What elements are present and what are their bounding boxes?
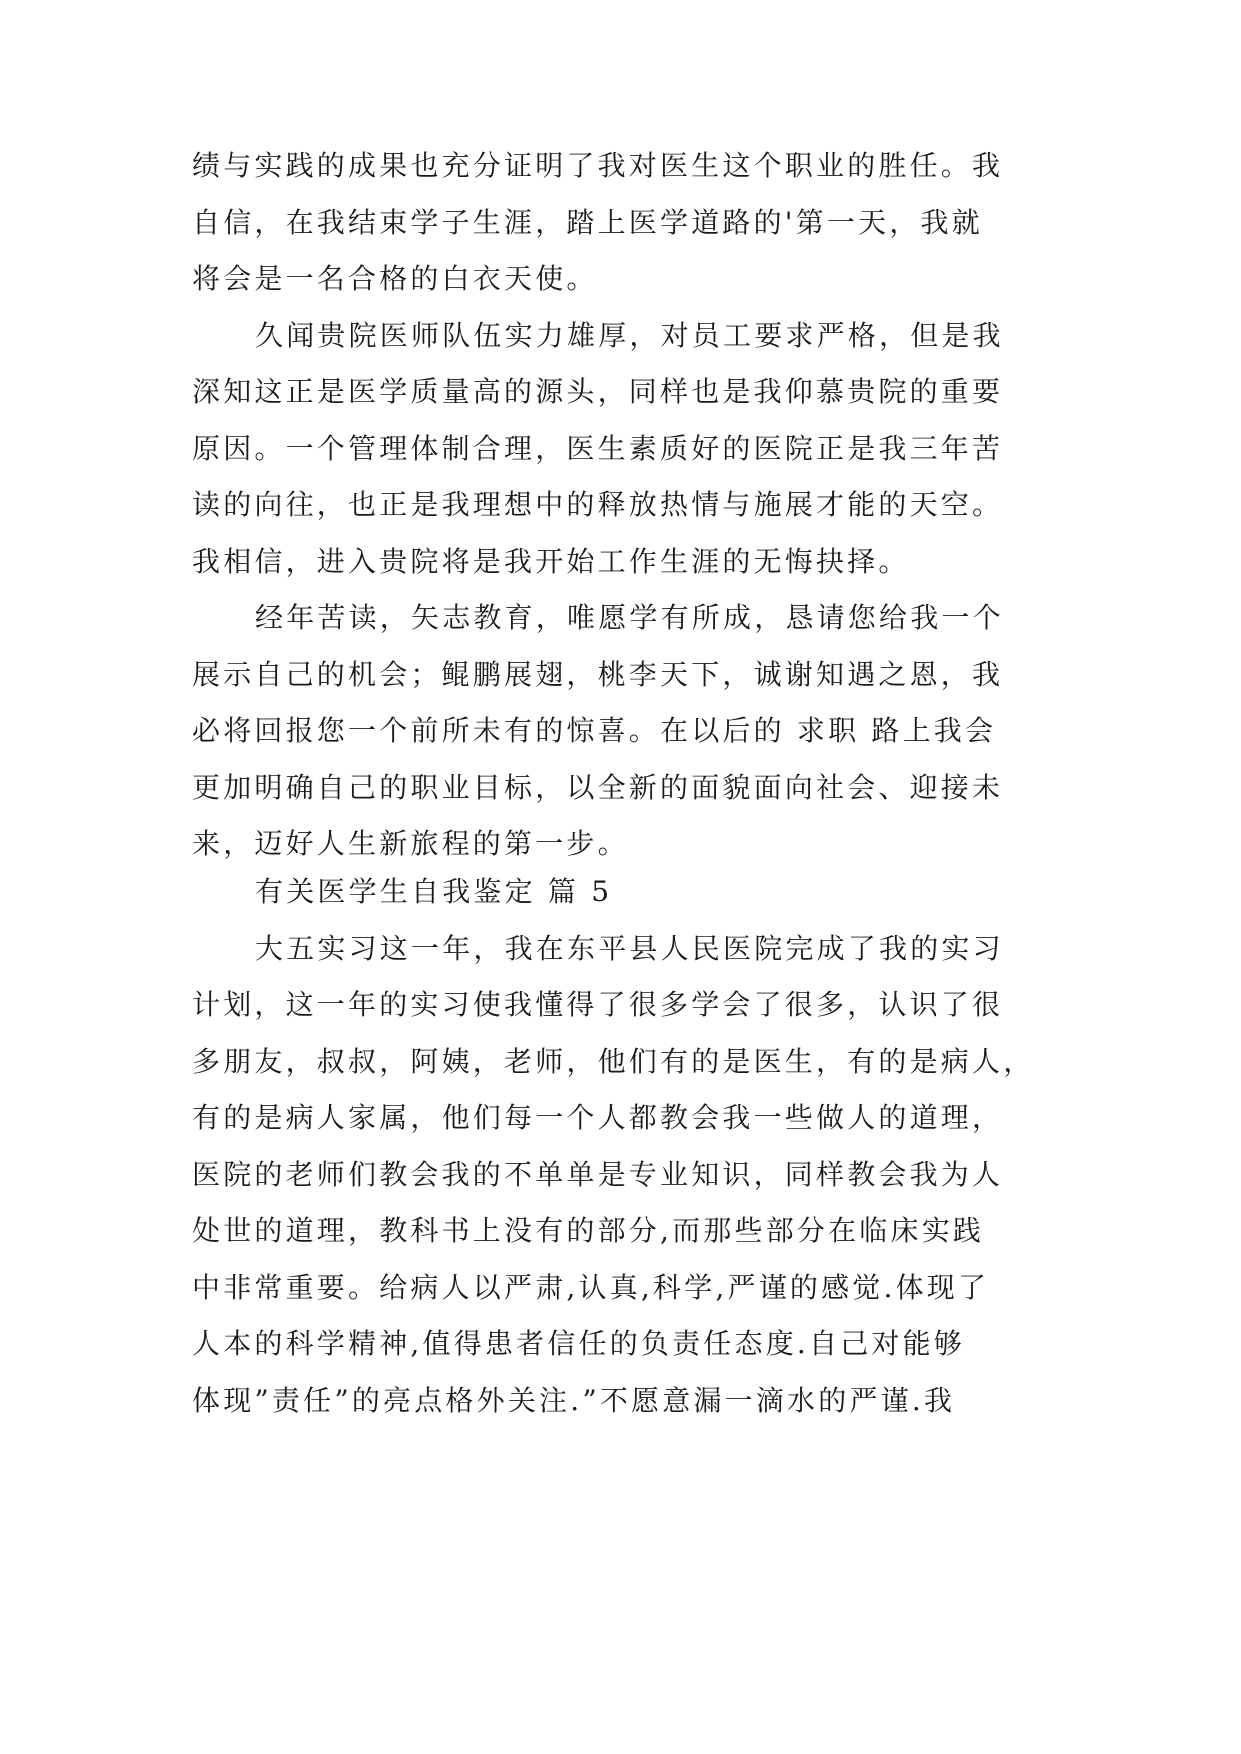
text-line: 医院的老师们教会我的不单单是专业知识，同样教会我为人 xyxy=(192,1157,1004,1191)
text-line: 深知这正是医学质量高的源头，同样也是我仰慕贵院的重要 xyxy=(192,375,1004,408)
text-line: 多朋友，叔叔，阿姨，老师，他们有的是医生，有的是病人， xyxy=(192,1044,1035,1078)
text-line: 体现”责任”的亮点格外关注.”不愿意漏一滴水的严谨.我 xyxy=(192,1383,956,1417)
text-line: 更加明确自己的职业目标，以全新的面貌面向社会、迎接未 xyxy=(192,770,1004,804)
text-line: 自信，在我结束学子生涯，踏上医学道路的'第一天，我就 xyxy=(192,205,983,239)
text-line: 计划，这一年的实习使我懂得了很多学会了很多，认识了很 xyxy=(192,988,1004,1021)
text-line: 绩与实践的成果也充分证明了我对医生这个职业的胜任。我 xyxy=(192,149,1004,182)
text-line: 将会是一名合格的白衣天使。 xyxy=(192,262,598,295)
paragraph-start-line: 大五实习这一年，我在东平县人民医院完成了我的实习 xyxy=(255,931,1004,965)
body-section-2 xyxy=(192,864,1052,1429)
paragraph-start-line: 经年苦读，矢志教育，唯愿学有所成，恳请您给我一个 xyxy=(255,601,1004,634)
text-line: 有的是病人家属，他们每一个人都教会我一些做人的道理， xyxy=(192,1101,1004,1134)
text-line: 读的向往，也正是我理想中的释放热情与施展才能的天空。 xyxy=(192,488,1004,521)
body-section-1 xyxy=(192,138,1052,873)
text-line: 展示自己的机会；鲲鹏展翅，桃李天下，诚谢知遇之恩，我 xyxy=(192,657,1004,691)
text-line: 我相信，进入贵院将是我开始工作生涯的无悔抉择。 xyxy=(192,544,910,578)
paragraph-start-line: 久闻贵院医师队伍实力雄厚，对员工要求严格，但是我 xyxy=(255,318,1004,352)
text-line: 来，迈好人生新旅程的第一步。 xyxy=(192,827,629,860)
text-line: 必将回报您一个前所未有的惊喜。在以后的 求职 路上我会 xyxy=(192,714,997,747)
text-line: 人本的科学精神,值得患者信任的负责任态度.自己对能够 xyxy=(192,1327,966,1360)
text-line: 处世的道理，教科书上没有的部分,而那些部分在临床实践 xyxy=(192,1214,985,1247)
text-line: 中非常重要。给病人以严肃,认真,科学,严谨的感觉.体现了 xyxy=(192,1270,990,1304)
section-heading: 有关医学生自我鉴定 篇 5 xyxy=(255,875,613,908)
text-line: 原因。一个管理体制合理，医生素质好的医院正是我三年苦 xyxy=(192,431,1004,465)
